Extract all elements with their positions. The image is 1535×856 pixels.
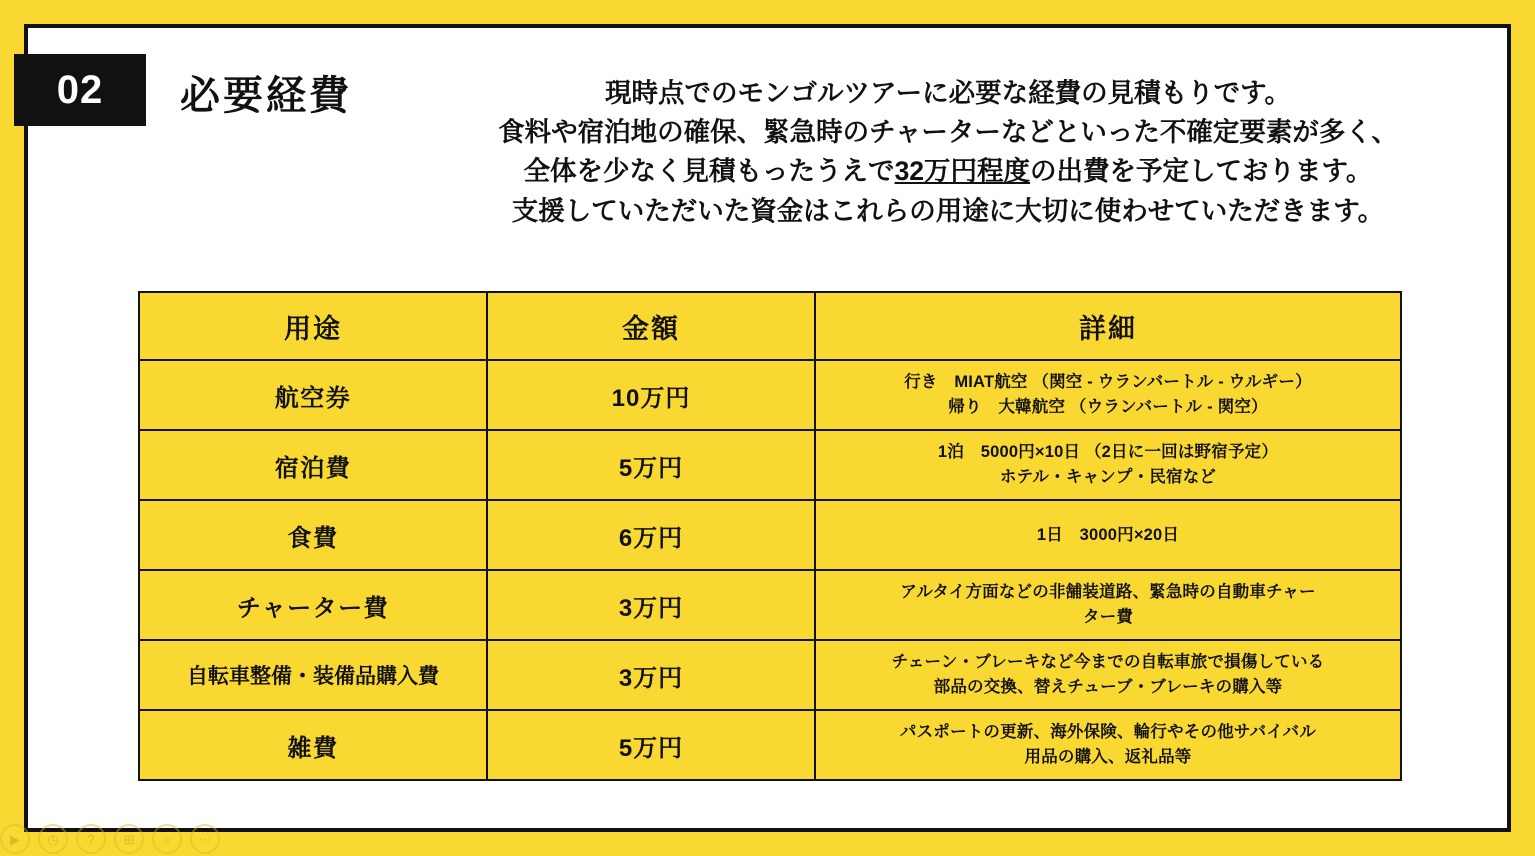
- detail-line-1: チェーン・ブレーキなど今までの自転車旅で損傷している: [891, 653, 1325, 672]
- detail-line-2: ホテル・キャンプ・民宿など: [999, 468, 1217, 486]
- play-icon[interactable]: ▶: [0, 824, 30, 854]
- table-row: [139, 640, 1401, 710]
- book-icon[interactable]: ⊞: [114, 824, 144, 854]
- more-icon[interactable]: ⋯: [190, 824, 220, 854]
- cell-amount: 10万円: [487, 360, 815, 430]
- cell-use: 宿泊費: [139, 430, 487, 500]
- table-row: [139, 500, 1401, 570]
- lead-line-3: [408, 152, 1488, 191]
- lead-line-3-prefix: 全体を少なく見積もったうえで: [523, 156, 895, 187]
- cell-use: 食費: [139, 500, 487, 570]
- lead-line-2: 食料や宿泊地の確保、緊急時のチャーターなどといった不確定要素が多く、: [498, 117, 1398, 148]
- table-header: [139, 292, 1401, 360]
- clock-icon[interactable]: ◷: [38, 824, 68, 854]
- cell-detail: [815, 500, 1401, 570]
- detail-line-1: 1泊 5000円×10日 （2日に一回は野宿予定）: [937, 443, 1279, 462]
- section-number-badge: 02: [14, 54, 146, 126]
- search-icon[interactable]: ⌕: [152, 824, 182, 854]
- table-row: [139, 360, 1401, 430]
- lead-paragraph: [408, 74, 1488, 231]
- cell-amount: 5万円: [487, 710, 815, 780]
- detail-line-1: 行き MIAT航空 （関空 - ウランバートル - ウルギー）: [904, 373, 1312, 392]
- overlay-icon-strip[interactable]: [0, 824, 220, 854]
- lead-line-3-suffix: の出費を予定しております。: [1030, 156, 1373, 187]
- cell-amount: 6万円: [487, 500, 815, 570]
- cell-detail: [815, 640, 1401, 710]
- detail-line-1: 1日 3000円×20日: [1036, 525, 1180, 544]
- cell-use: 自転車整備・装備品購入費: [139, 640, 487, 710]
- cell-use: 雑費: [139, 710, 487, 780]
- lead-line-3-highlight: 32万円程度: [894, 156, 1031, 187]
- table-body: [139, 360, 1401, 780]
- cell-detail: [815, 570, 1401, 640]
- question-icon[interactable]: ?: [76, 824, 106, 854]
- column-header-amount: 金額: [487, 292, 815, 360]
- slide-canvas: [24, 24, 1511, 832]
- table-row: [139, 570, 1401, 640]
- column-header-detail: 詳細: [815, 292, 1401, 360]
- detail-line-2: 部品の交換、替えチューブ・ブレーキの購入等: [933, 678, 1283, 696]
- cell-detail: [815, 430, 1401, 500]
- cell-use: 航空券: [139, 360, 487, 430]
- cell-amount: 5万円: [487, 430, 815, 500]
- detail-line-2: ター費: [1082, 608, 1134, 626]
- cell-detail: [815, 710, 1401, 780]
- detail-line-1: アルタイ方面などの非舗装道路、緊急時の自動車チャー: [900, 583, 1316, 602]
- page-title: 必要経費: [180, 74, 352, 118]
- lead-line-1: 現時点でのモンゴルツアーに必要な経費の見積もりです。: [604, 78, 1292, 108]
- lead-line-4: 支援していただいた資金はこれらの用途に大切に使わせていただきます。: [511, 195, 1385, 226]
- cell-amount: 3万円: [487, 640, 815, 710]
- detail-line-2: 帰り 大韓航空 （ウランバートル - 関空）: [948, 398, 1268, 416]
- table-row: [139, 430, 1401, 500]
- slide-header: [28, 28, 1507, 248]
- column-header-use: 用途: [139, 292, 487, 360]
- cell-detail: [815, 360, 1401, 430]
- detail-line-2: 用品の購入、返礼品等: [1024, 748, 1192, 766]
- table-header-row: [139, 292, 1401, 360]
- cell-amount: 3万円: [487, 570, 815, 640]
- table-row: [139, 710, 1401, 780]
- detail-line-1: パスポートの更新、海外保険、輪行やその他サバイバル: [899, 723, 1317, 742]
- cell-use: チャーター費: [139, 570, 487, 640]
- cost-table: [138, 291, 1402, 781]
